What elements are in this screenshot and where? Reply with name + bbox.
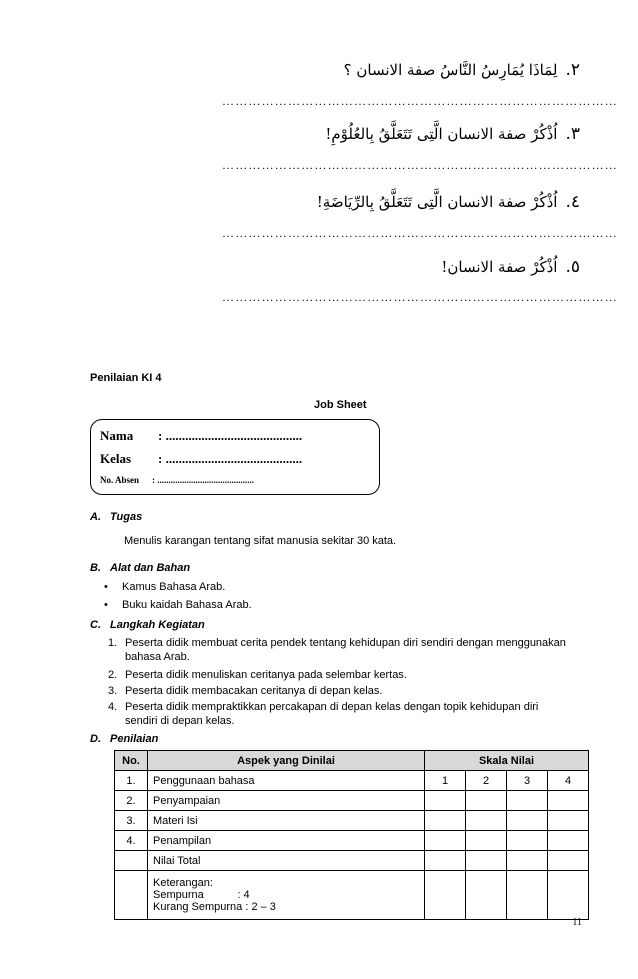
row-no: 3. [115,811,148,831]
nama-label: Nama [100,428,134,443]
nama-row [100,428,302,444]
section-title: Penilaian [110,733,159,745]
score-cell[interactable] [548,791,589,811]
kelas-row [100,451,302,467]
empty-cell [507,871,548,920]
section-c-heading [90,619,205,631]
assessment-table [114,750,589,920]
question-text: لِمَاذَا يُمَارِسُ النَّاسُ صفة الانسان ؟ [343,61,558,79]
table-row [115,791,589,811]
page-number: 11 [572,917,582,928]
section-letter: B. [90,562,101,574]
row-aspek: Penampilan [148,831,425,851]
table-row [115,831,589,851]
kelas-field[interactable]: : .......................................... [158,451,303,466]
section-title: Langkah Kegiatan [110,619,205,631]
empty-cell [548,871,589,920]
row-aspek: Materi Isi [148,811,425,831]
step-number: 1. [108,637,118,649]
table-row-keterangan [115,871,589,920]
question-text: اُذْكُرْ صفة الانسان! [441,258,558,276]
step-number: 4. [108,701,118,713]
scale-1: 1 [425,771,466,791]
question-number: ٢. [565,60,580,80]
question-number: ٤. [565,192,580,212]
step-number: 2. [108,669,118,681]
section-letter: A. [90,511,101,523]
score-cell[interactable] [548,831,589,851]
row-no: 2. [115,791,148,811]
scale-2: 2 [466,771,507,791]
empty-cell [115,851,148,871]
question-2 [160,60,580,80]
answer-line-3: ……………………………………………………………………………… [222,158,618,172]
table-row-total [115,851,589,871]
keterangan-kurang: Kurang Sempurna : 2 – 3 [153,901,276,913]
section-title: Alat dan Bahan [110,562,191,574]
scale-3: 3 [507,771,548,791]
question-text: اُذْكُرْ صفة الانسان الَّتِى تَتَعَلَّقُ بِالعُلُوْمِ! [325,125,558,143]
penilaian-title: Penilaian KI 4 [90,372,162,384]
keterangan-title: Keterangan: [153,877,213,889]
answer-line-5: ……………………………………………………………………………… [222,290,618,304]
answer-line-4: ……………………………………………………………………………… [222,226,618,240]
keterangan-sempurna: Sempurna : 4 [153,889,250,901]
score-cell[interactable] [548,811,589,831]
tugas-text: Menulis karangan tentang sifat manusia sekitar 30 kata. [124,535,397,547]
score-cell[interactable] [425,811,466,831]
header-skala: Skala Nilai [425,751,589,771]
bullet-icon: • [104,581,108,593]
list-item-text: Buku kaidah Bahasa Arab. [122,599,252,611]
step-item [108,668,568,682]
list-item-text: Kamus Bahasa Arab. [122,581,226,593]
question-number: ٣. [565,124,580,144]
step-item [108,684,568,698]
table-row [115,811,589,831]
answer-line-2: ……………………………………………………………………………… [222,94,618,108]
question-3 [160,124,580,144]
section-title: Tugas [110,511,143,523]
score-cell[interactable] [466,851,507,871]
score-cell[interactable] [466,791,507,811]
table-row [115,771,589,791]
row-aspek: Penggunaan bahasa [148,771,425,791]
row-no: 1. [115,771,148,791]
question-4 [160,192,580,212]
total-label: Nilai Total [148,851,425,871]
score-cell[interactable] [507,851,548,871]
list-item [104,599,252,611]
absen-field[interactable]: : ........................................... [152,475,254,485]
empty-cell [425,871,466,920]
step-number: 3. [108,685,118,697]
step-text: Peserta didik menuliskan ceritanya pada selembar kertas. [125,669,407,681]
score-cell[interactable] [507,811,548,831]
question-5 [160,257,580,277]
score-cell[interactable] [507,831,548,851]
table-header-row [115,751,589,771]
question-text: اُذْكُرْ صفة الانسان الَّتِى تَتَعَلَّقُ بِالرِّيَاضَةِ! [316,193,558,211]
scale-4: 4 [548,771,589,791]
nama-field[interactable]: : .......................................... [158,428,303,443]
score-cell[interactable] [466,831,507,851]
score-cell[interactable] [425,851,466,871]
absen-row [100,475,254,485]
section-a-heading [90,511,142,523]
step-text: Peserta didik mempraktikkan percakapan di depan kelas dengan topik kehidupan diri sendiri di depan kelas. [125,701,539,727]
section-d-heading [90,733,158,745]
step-item [108,700,568,728]
empty-cell [466,871,507,920]
step-item [108,636,568,664]
score-cell[interactable] [425,831,466,851]
keterangan-cell [148,871,425,920]
absen-label: No. Absen [100,475,140,485]
question-number: ٥. [565,257,580,277]
score-cell[interactable] [466,811,507,831]
empty-cell [115,871,148,920]
step-text: Peserta didik membuat cerita pendek tentang kehidupan diri sendiri dengan menggunakan bahasa Arab. [125,637,566,663]
row-no: 4. [115,831,148,851]
score-cell[interactable] [507,791,548,811]
section-b-heading [90,562,190,574]
section-letter: C. [90,619,101,631]
list-item [104,581,225,593]
score-cell[interactable] [425,791,466,811]
score-cell[interactable] [548,851,589,871]
step-text: Peserta didik membacakan ceritanya di depan kelas. [125,685,383,697]
header-no: No. [115,751,148,771]
section-letter: D. [90,733,101,745]
bullet-icon: • [104,599,108,611]
kelas-label: Kelas [100,451,132,466]
header-aspek: Aspek yang Dinilai [148,751,425,771]
job-sheet-title: Job Sheet [314,399,367,411]
row-aspek: Penyampaian [148,791,425,811]
